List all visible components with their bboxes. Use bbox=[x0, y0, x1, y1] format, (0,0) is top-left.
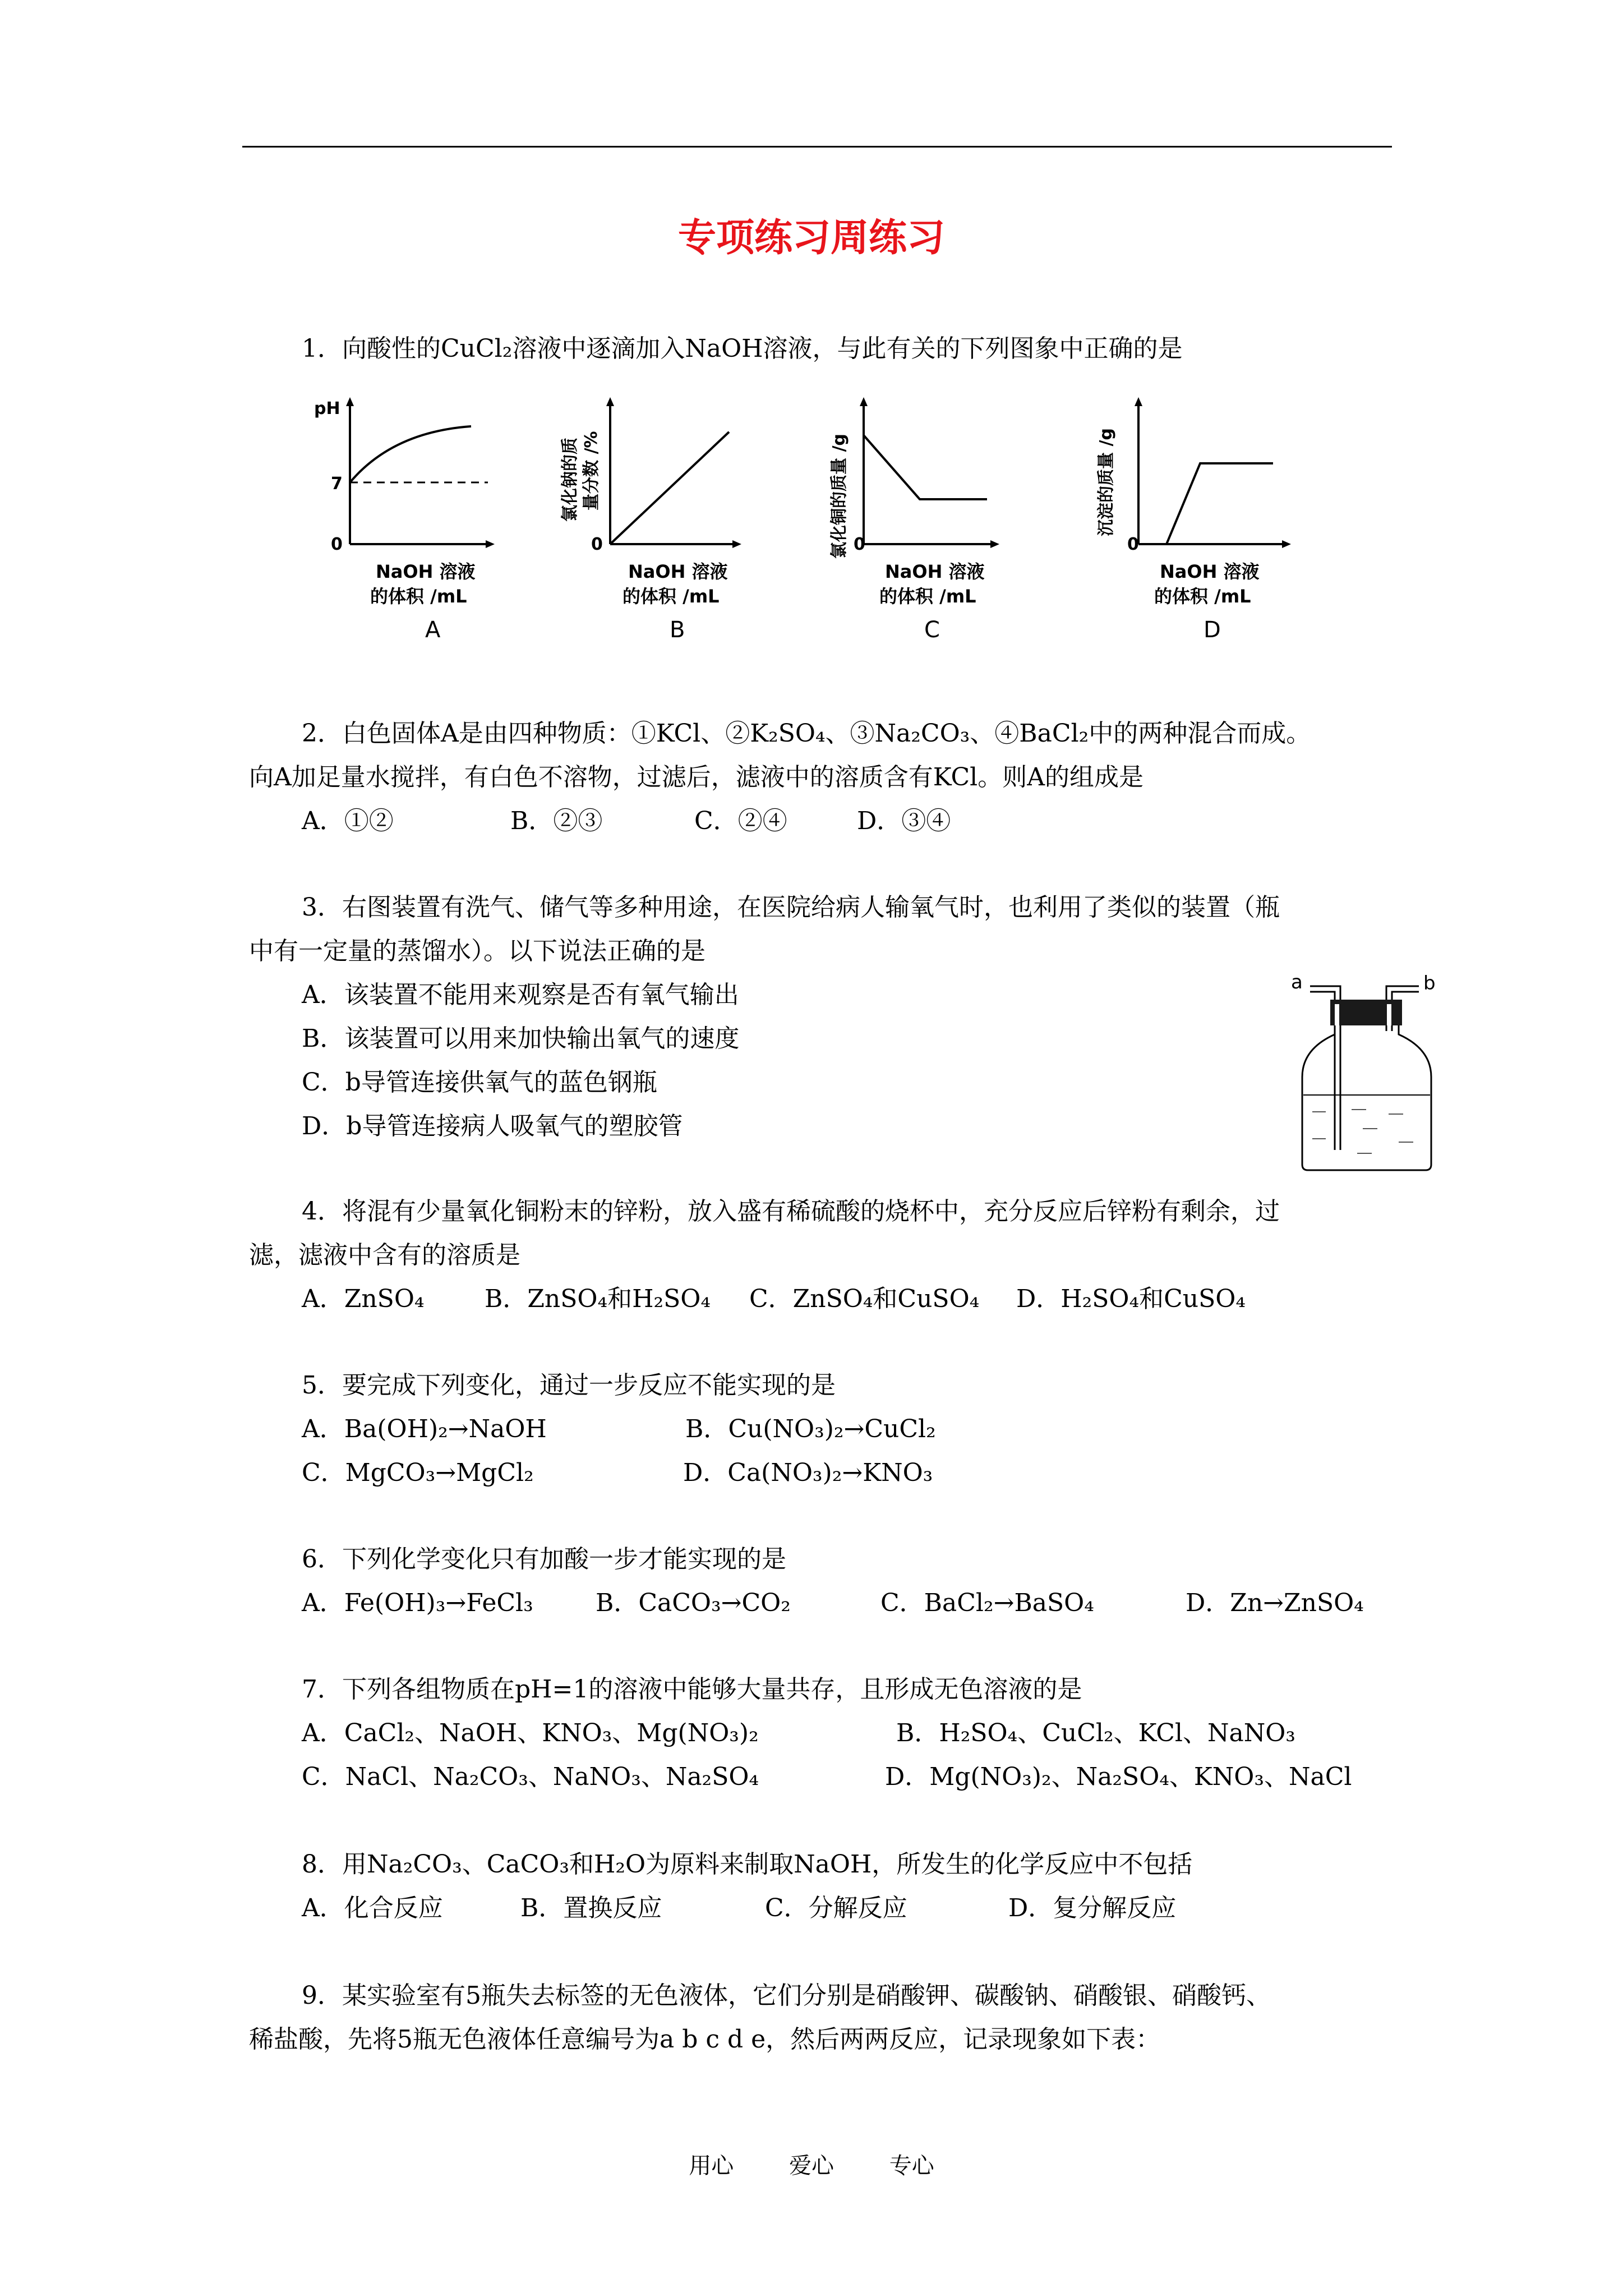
q8-option-b: B．置换反应 bbox=[520, 1894, 662, 1922]
q4-option-c: C．ZnSO₄和CuSO₄ bbox=[749, 1285, 980, 1313]
q1-graphs-figure bbox=[303, 381, 1335, 656]
q2-option-a: A．①② bbox=[302, 807, 394, 835]
q6-option-a: A．Fe(OH)₃→FeCl₃ bbox=[302, 1589, 533, 1617]
graph-a-xlabel-1: NaOH 溶液 bbox=[376, 561, 476, 582]
footer-word-1: 用心 bbox=[689, 2153, 734, 2179]
q3-option-a: A．该装置不能用来观察是否有氧气输出 bbox=[302, 981, 739, 1009]
tube-label-a: a bbox=[1291, 971, 1303, 993]
graph-d-origin: 0 bbox=[1127, 535, 1139, 554]
q7-stem: 7．下列各组物质在pH=1的溶液中能够大量共存，且形成无色溶液的是 bbox=[302, 1675, 1082, 1704]
q5-option-d: D．Ca(NO₃)₂→KNO₃ bbox=[683, 1458, 933, 1487]
graph-b-letter: B bbox=[670, 617, 685, 643]
q6-option-d: D．Zn→ZnSO₄ bbox=[1186, 1589, 1364, 1617]
graph-a-xlabel-2: 的体积 /mL bbox=[370, 586, 467, 607]
q2-option-c: C．②④ bbox=[694, 807, 787, 835]
graph-c-letter: C bbox=[924, 617, 940, 643]
graph-c-xlabel-1: NaOH 溶液 bbox=[885, 561, 985, 582]
q4-option-a: A．ZnSO₄ bbox=[302, 1285, 425, 1313]
q5-stem: 5．要完成下列变化，通过一步反应不能实现的是 bbox=[302, 1371, 836, 1400]
q9-stem-2: 稀盐酸，先将5瓶无色液体任意编号为a b c d e，然后两两反应，记录现象如下表： bbox=[249, 2025, 1161, 2054]
q3-stem-2: 中有一定量的蒸馏水）。以下说法正确的是 bbox=[249, 937, 706, 965]
graph-b-ylabel-2: 量分数 /% bbox=[582, 431, 601, 510]
graph-c-origin: 0 bbox=[854, 535, 865, 554]
graph-b bbox=[560, 397, 741, 643]
q5-option-a: A．Ba(OH)₂→NaOH bbox=[302, 1415, 547, 1443]
q9-stem-1: 9．某实验室有5瓶失去标签的无色液体，它们分别是硝酸钾、碳酸钠、硝酸银、硝酸钙、 bbox=[302, 1981, 1271, 2010]
graph-a-ylabel: pH bbox=[314, 399, 340, 418]
q2-option-b: B．②③ bbox=[510, 807, 603, 835]
graph-c-ylabel: 氯化铜的质量 /g bbox=[829, 434, 849, 559]
footer-word-3: 专心 bbox=[889, 2153, 934, 2179]
q7-option-a: A．CaCl₂、NaOH、KNO₃、Mg(NO₃)₂ bbox=[302, 1719, 759, 1747]
q7-option-c: C．NaCl、Na₂CO₃、NaNO₃、Na₂SO₄ bbox=[302, 1763, 759, 1791]
q1-stem: 1．向酸性的CuCl₂溶液中逐滴加入NaOH溶液，与此有关的下列图象中正确的是 bbox=[302, 334, 1183, 363]
q3-option-c: C．b导管连接供氧气的蓝色钢瓶 bbox=[302, 1068, 657, 1097]
graph-d-xlabel-2: 的体积 /mL bbox=[1154, 586, 1251, 607]
q7-option-b: B．H₂SO₄、CuCl₂、KCl、NaNO₃ bbox=[896, 1719, 1295, 1747]
graph-a-origin: 0 bbox=[331, 535, 343, 554]
graph-b-origin: 0 bbox=[591, 535, 603, 554]
footer-word-2: 爱心 bbox=[789, 2153, 834, 2179]
q2-stem-2: 向A加足量水搅拌，有白色不溶物，过滤后，滤液中的溶质含有KCl。则A的组成是 bbox=[249, 763, 1144, 792]
q4-option-d: D．H₂SO₄和CuSO₄ bbox=[1016, 1285, 1246, 1313]
tube-label-b: b bbox=[1423, 972, 1436, 995]
graph-d-letter: D bbox=[1204, 617, 1221, 643]
q4-option-b: B．ZnSO₄和H₂SO₄ bbox=[485, 1285, 711, 1313]
graph-a bbox=[314, 397, 495, 643]
q2-option-d: D．③④ bbox=[857, 807, 951, 835]
page-footer bbox=[0, 2150, 1623, 2182]
graph-d bbox=[1096, 397, 1291, 643]
q4-stem-2: 滤，滤液中含有的溶质是 bbox=[249, 1241, 520, 1269]
header-rule bbox=[242, 146, 1392, 148]
page-title: 专项练习周练习 bbox=[677, 216, 945, 260]
q6-option-b: B．CaCO₃→CO₂ bbox=[596, 1589, 791, 1617]
q8-stem: 8．用Na₂CO₃、CaCO₃和H₂O为原料来制取NaOH，所发生的化学反应中不包括 bbox=[302, 1850, 1193, 1879]
q5-option-c: C．MgCO₃→MgCl₂ bbox=[302, 1458, 534, 1487]
graph-d-ylabel: 沉淀的质量 /g bbox=[1096, 428, 1116, 536]
graph-d-xlabel-1: NaOH 溶液 bbox=[1160, 561, 1260, 582]
q2-stem-1: 2．白色固体A是由四种物质：①KCl、②K₂SO₄、③Na₂CO₃、④BaCl₂中的两种混合而成。 bbox=[302, 719, 1311, 748]
q3-gas-bottle-figure bbox=[1279, 965, 1458, 1178]
q8-option-d: D．复分解反应 bbox=[1008, 1894, 1177, 1922]
q3-option-b: B．该装置可以用来加快输出氧气的速度 bbox=[302, 1024, 740, 1053]
q8-option-c: C．分解反应 bbox=[765, 1894, 907, 1922]
graph-a-tick-7: 7 bbox=[331, 474, 343, 494]
q3-option-d: D．b导管连接病人吸氧气的塑胶管 bbox=[302, 1112, 683, 1140]
graph-c bbox=[829, 397, 999, 643]
graph-c-xlabel-2: 的体积 /mL bbox=[879, 586, 976, 607]
q4-stem-1: 4．将混有少量氧化铜粉末的锌粉，放入盛有稀硫酸的烧杯中，充分反应后锌粉有剩余，过 bbox=[302, 1197, 1280, 1226]
graph-b-xlabel-2: 的体积 /mL bbox=[623, 586, 720, 607]
q7-option-d: D．Mg(NO₃)₂、Na₂SO₄、KNO₃、NaCl bbox=[885, 1763, 1352, 1791]
graph-b-ylabel-1: 氯化钠的质 bbox=[560, 438, 580, 522]
q6-option-c: C．BaCl₂→BaSO₄ bbox=[880, 1589, 1094, 1617]
q8-option-a: A．化合反应 bbox=[302, 1894, 443, 1922]
graph-a-letter: A bbox=[425, 617, 441, 643]
q5-option-b: B．Cu(NO₃)₂→CuCl₂ bbox=[685, 1415, 936, 1443]
graph-b-xlabel-1: NaOH 溶液 bbox=[628, 561, 728, 582]
q3-stem-1: 3．右图装置有洗气、储气等多种用途，在医院给病人输氧气时，也利用了类似的装置（瓶 bbox=[302, 893, 1280, 922]
q6-stem: 6．下列化学变化只有加酸一步才能实现的是 bbox=[302, 1545, 786, 1573]
